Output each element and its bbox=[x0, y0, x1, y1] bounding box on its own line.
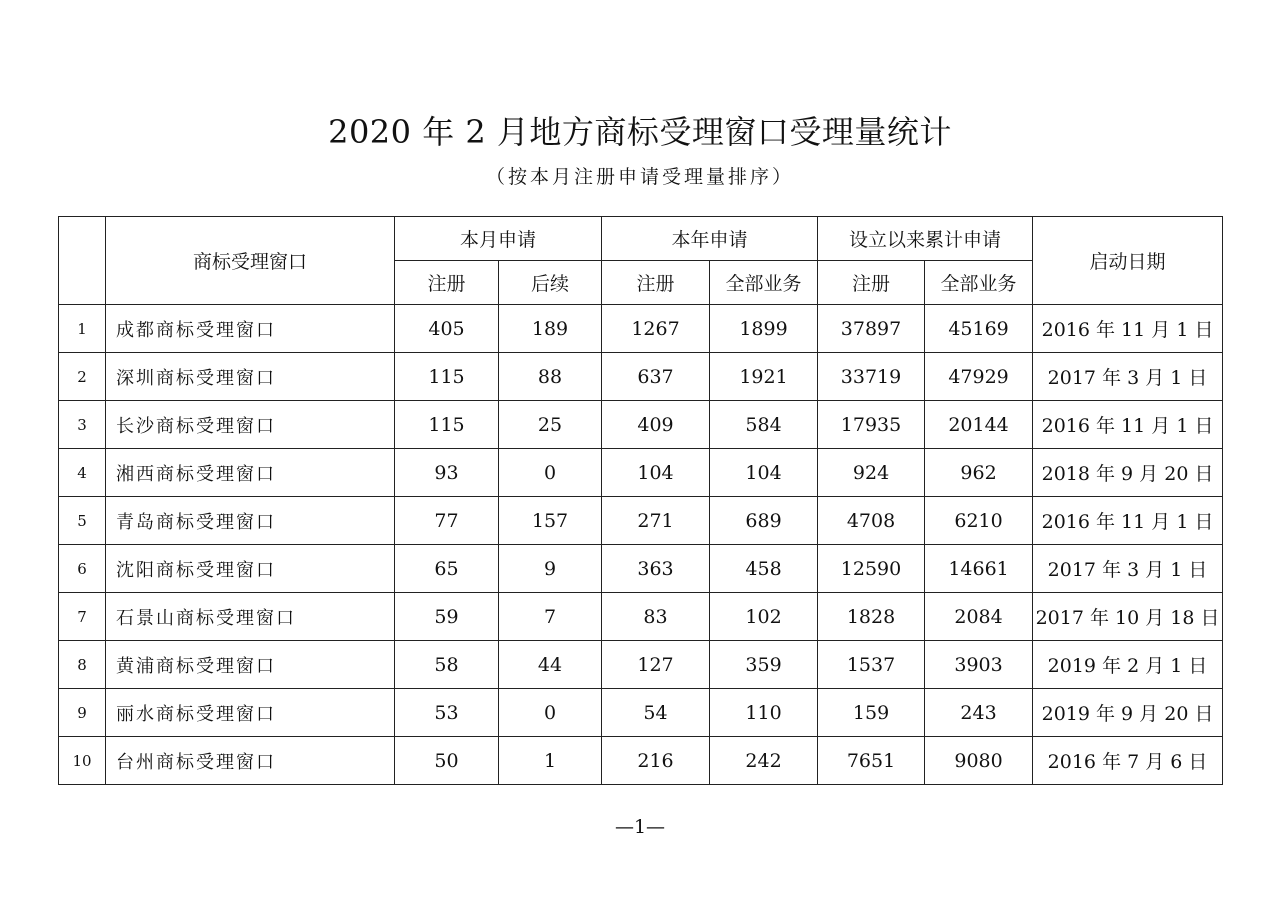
total-registration-cell: 159 bbox=[818, 689, 925, 737]
total-registration-cell: 1828 bbox=[818, 593, 925, 641]
window-name-cell: 成都商标受理窗口 bbox=[106, 305, 395, 353]
header-year-all-business: 全部业务 bbox=[710, 261, 818, 305]
table-header bbox=[59, 217, 1223, 305]
table-row bbox=[59, 593, 1223, 641]
window-name-cell: 沈阳商标受理窗口 bbox=[106, 545, 395, 593]
total-all-business-cell: 2084 bbox=[925, 593, 1033, 641]
rank-cell: 5 bbox=[59, 497, 106, 545]
header-window: 商标受理窗口 bbox=[106, 217, 395, 305]
header-this-year: 本年申请 bbox=[602, 217, 818, 261]
rank-cell: 2 bbox=[59, 353, 106, 401]
month-follow-up-cell: 0 bbox=[499, 689, 602, 737]
year-all-business-cell: 102 bbox=[710, 593, 818, 641]
table-row bbox=[59, 497, 1223, 545]
window-name-cell: 丽水商标受理窗口 bbox=[106, 689, 395, 737]
total-all-business-cell: 962 bbox=[925, 449, 1033, 497]
start-date-cell: 2017 年 3 月 1 日 bbox=[1033, 353, 1223, 401]
total-registration-cell: 12590 bbox=[818, 545, 925, 593]
window-name-cell: 石景山商标受理窗口 bbox=[106, 593, 395, 641]
month-registration-cell: 93 bbox=[395, 449, 499, 497]
start-date-cell: 2017 年 3 月 1 日 bbox=[1033, 545, 1223, 593]
year-all-business-cell: 1921 bbox=[710, 353, 818, 401]
month-follow-up-cell: 1 bbox=[499, 737, 602, 785]
total-all-business-cell: 9080 bbox=[925, 737, 1033, 785]
total-registration-cell: 1537 bbox=[818, 641, 925, 689]
header-month-registration: 注册 bbox=[395, 261, 499, 305]
total-registration-cell: 37897 bbox=[818, 305, 925, 353]
month-registration-cell: 59 bbox=[395, 593, 499, 641]
header-start-date: 启动日期 bbox=[1033, 217, 1223, 305]
total-all-business-cell: 6210 bbox=[925, 497, 1033, 545]
page-number: —1— bbox=[614, 816, 666, 838]
year-registration-cell: 54 bbox=[602, 689, 710, 737]
month-follow-up-cell: 157 bbox=[499, 497, 602, 545]
total-all-business-cell: 47929 bbox=[925, 353, 1033, 401]
start-date-cell: 2019 年 2 月 1 日 bbox=[1033, 641, 1223, 689]
year-registration-cell: 127 bbox=[602, 641, 710, 689]
document-title: 2020 年 2 月地方商标受理窗口受理量统计 bbox=[328, 113, 952, 151]
year-registration-cell: 637 bbox=[602, 353, 710, 401]
total-all-business-cell: 45169 bbox=[925, 305, 1033, 353]
total-registration-cell: 33719 bbox=[818, 353, 925, 401]
year-registration-cell: 104 bbox=[602, 449, 710, 497]
year-all-business-cell: 110 bbox=[710, 689, 818, 737]
rank-cell: 6 bbox=[59, 545, 106, 593]
total-all-business-cell: 14661 bbox=[925, 545, 1033, 593]
rank-cell: 7 bbox=[59, 593, 106, 641]
table-row bbox=[59, 353, 1223, 401]
header-row-top bbox=[59, 217, 1223, 261]
window-name-cell: 深圳商标受理窗口 bbox=[106, 353, 395, 401]
month-follow-up-cell: 88 bbox=[499, 353, 602, 401]
document-subtitle: （按本月注册申请受理量排序） bbox=[485, 166, 794, 188]
window-name-cell: 湘西商标受理窗口 bbox=[106, 449, 395, 497]
total-registration-cell: 7651 bbox=[818, 737, 925, 785]
start-date-cell: 2016 年 11 月 1 日 bbox=[1033, 305, 1223, 353]
header-year-registration: 注册 bbox=[602, 261, 710, 305]
month-registration-cell: 50 bbox=[395, 737, 499, 785]
header-rank bbox=[59, 217, 106, 305]
window-name-cell: 黄浦商标受理窗口 bbox=[106, 641, 395, 689]
start-date-cell: 2016 年 7 月 6 日 bbox=[1033, 737, 1223, 785]
year-registration-cell: 363 bbox=[602, 545, 710, 593]
table-body bbox=[59, 305, 1223, 785]
month-follow-up-cell: 189 bbox=[499, 305, 602, 353]
year-all-business-cell: 584 bbox=[710, 401, 818, 449]
year-registration-cell: 409 bbox=[602, 401, 710, 449]
table-row bbox=[59, 737, 1223, 785]
year-all-business-cell: 458 bbox=[710, 545, 818, 593]
month-registration-cell: 115 bbox=[395, 353, 499, 401]
month-follow-up-cell: 9 bbox=[499, 545, 602, 593]
year-all-business-cell: 689 bbox=[710, 497, 818, 545]
month-registration-cell: 58 bbox=[395, 641, 499, 689]
header-total-all-business: 全部业务 bbox=[925, 261, 1033, 305]
rank-cell: 3 bbox=[59, 401, 106, 449]
total-registration-cell: 924 bbox=[818, 449, 925, 497]
year-all-business-cell: 359 bbox=[710, 641, 818, 689]
rank-cell: 10 bbox=[59, 737, 106, 785]
rank-cell: 8 bbox=[59, 641, 106, 689]
start-date-cell: 2017 年 10 月 18 日 bbox=[1033, 593, 1223, 641]
total-all-business-cell: 3903 bbox=[925, 641, 1033, 689]
start-date-cell: 2016 年 11 月 1 日 bbox=[1033, 497, 1223, 545]
table-row bbox=[59, 449, 1223, 497]
month-follow-up-cell: 44 bbox=[499, 641, 602, 689]
year-registration-cell: 83 bbox=[602, 593, 710, 641]
month-registration-cell: 53 bbox=[395, 689, 499, 737]
window-name-cell: 长沙商标受理窗口 bbox=[106, 401, 395, 449]
month-registration-cell: 65 bbox=[395, 545, 499, 593]
table-row bbox=[59, 641, 1223, 689]
month-follow-up-cell: 7 bbox=[499, 593, 602, 641]
start-date-cell: 2019 年 9 月 20 日 bbox=[1033, 689, 1223, 737]
start-date-cell: 2018 年 9 月 20 日 bbox=[1033, 449, 1223, 497]
month-registration-cell: 77 bbox=[395, 497, 499, 545]
rank-cell: 1 bbox=[59, 305, 106, 353]
window-name-cell: 青岛商标受理窗口 bbox=[106, 497, 395, 545]
table-row bbox=[59, 305, 1223, 353]
start-date-cell: 2016 年 11 月 1 日 bbox=[1033, 401, 1223, 449]
header-month-follow-up: 后续 bbox=[499, 261, 602, 305]
year-registration-cell: 1267 bbox=[602, 305, 710, 353]
table-row bbox=[59, 401, 1223, 449]
month-registration-cell: 115 bbox=[395, 401, 499, 449]
rank-cell: 4 bbox=[59, 449, 106, 497]
header-this-month: 本月申请 bbox=[395, 217, 602, 261]
statistics-table bbox=[58, 216, 1223, 785]
window-name-cell: 台州商标受理窗口 bbox=[106, 737, 395, 785]
total-registration-cell: 17935 bbox=[818, 401, 925, 449]
year-all-business-cell: 242 bbox=[710, 737, 818, 785]
total-all-business-cell: 243 bbox=[925, 689, 1033, 737]
year-all-business-cell: 1899 bbox=[710, 305, 818, 353]
month-follow-up-cell: 0 bbox=[499, 449, 602, 497]
header-total-registration: 注册 bbox=[818, 261, 925, 305]
total-registration-cell: 4708 bbox=[818, 497, 925, 545]
year-registration-cell: 271 bbox=[602, 497, 710, 545]
table-row bbox=[59, 545, 1223, 593]
year-all-business-cell: 104 bbox=[710, 449, 818, 497]
total-all-business-cell: 20144 bbox=[925, 401, 1033, 449]
table-row bbox=[59, 689, 1223, 737]
year-registration-cell: 216 bbox=[602, 737, 710, 785]
header-cumulative: 设立以来累计申请 bbox=[818, 217, 1033, 261]
rank-cell: 9 bbox=[59, 689, 106, 737]
month-follow-up-cell: 25 bbox=[499, 401, 602, 449]
month-registration-cell: 405 bbox=[395, 305, 499, 353]
